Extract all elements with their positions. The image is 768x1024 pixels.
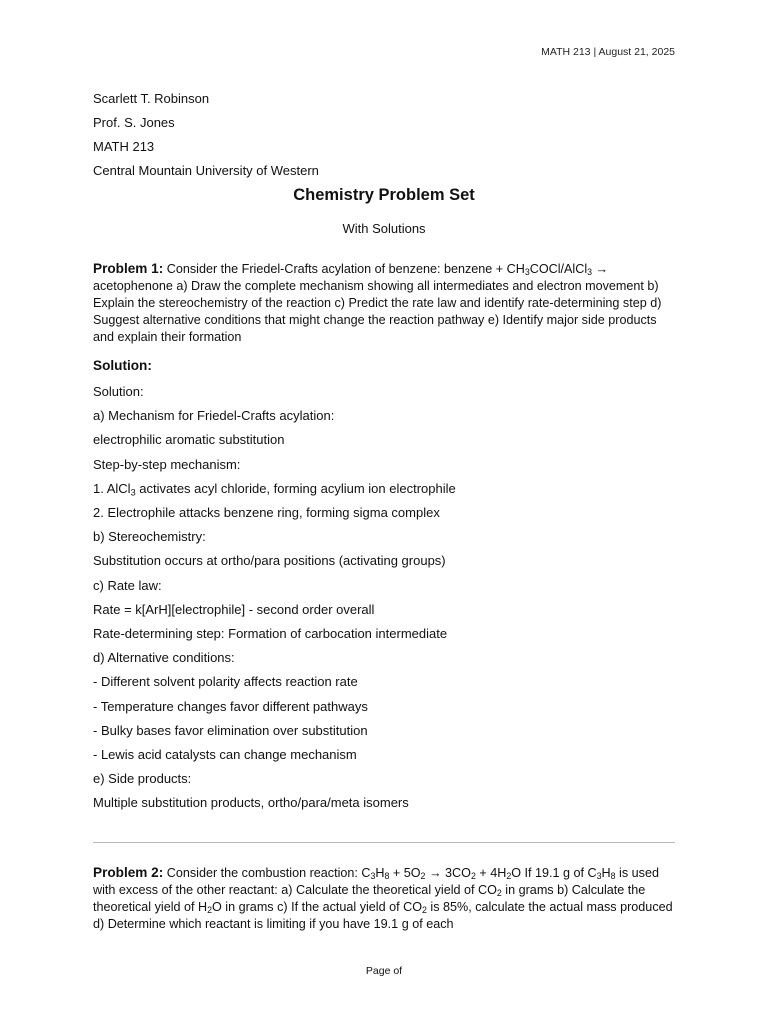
solution-heading: Solution: bbox=[93, 358, 152, 373]
subscript: 3 bbox=[130, 487, 136, 498]
solution-line: - Bulky bases favor elimination over substitution bbox=[93, 722, 368, 738]
problem-2-text: + 5O bbox=[389, 866, 421, 880]
solution-line: b) Stereochemistry: bbox=[93, 529, 206, 545]
subscript: 3 bbox=[587, 267, 593, 278]
problem-2-text: → 3CO bbox=[425, 866, 471, 880]
solution-line: d) Alternative conditions: bbox=[93, 650, 235, 666]
problem-2-text: O in grams c) If the actual yield of CO bbox=[212, 900, 422, 914]
page-footer bbox=[0, 965, 768, 977]
problem-1-text: Consider the Friedel-Crafts acylation of benzene: benzene + CH bbox=[163, 262, 525, 276]
footer-page-label: Page bbox=[365, 965, 391, 977]
solution-line: electrophilic aromatic substitution bbox=[93, 432, 285, 448]
solution-line: Rate = k[ArH][electrophile] - second order overall bbox=[93, 601, 375, 617]
problem-2-text: is 85%, calculate the actual mass produced d) Determine which reactant is limiting if you have 19.1 g of each bbox=[93, 900, 673, 931]
footer-of-label: of bbox=[393, 965, 403, 977]
document-subtitle: With Solutions bbox=[342, 221, 426, 236]
page-header bbox=[541, 46, 675, 58]
problem-2 bbox=[93, 864, 675, 933]
document-meta bbox=[93, 87, 675, 183]
problem-2-text: H bbox=[375, 866, 385, 880]
section-divider bbox=[93, 842, 675, 843]
problem-1 bbox=[93, 260, 675, 346]
problem-1-text: → acetophenone a) Draw the complete mechanism showing all intermediates and electron movement b) Explain the stereochemistry of the reaction c) Predict the rate law and identify rate-determining step d) Suggest alternative conditions that might change the reaction pathway e) Identify major side products and explain their formation bbox=[93, 262, 662, 344]
solution-line: Rate-determining step: Formation of carbocation intermediate bbox=[93, 626, 448, 642]
student-name: Scarlett T. Robinson bbox=[93, 91, 210, 106]
subscript: 2 bbox=[470, 871, 476, 882]
subscript: 2 bbox=[422, 905, 427, 916]
document-title: Chemistry Problem Set bbox=[293, 186, 475, 204]
subscript: 3 bbox=[596, 871, 602, 882]
subscript: 3 bbox=[370, 871, 376, 882]
solution-text: 1. AlCl bbox=[93, 480, 131, 496]
solution-line: Solution: bbox=[93, 384, 144, 399]
problem-1-label: Problem 1: bbox=[93, 261, 164, 276]
subscript: 2 bbox=[420, 871, 426, 882]
subscript: 3 bbox=[524, 267, 530, 278]
problem-2-text: in grams b) Calculate the theoretical yield of H bbox=[93, 883, 646, 914]
problem-2-text: is used with excess of the other reactant: a) Calculate the theoretical yield of CO bbox=[93, 866, 659, 897]
solution-line: c) Rate law: bbox=[93, 577, 162, 593]
subscript: 2 bbox=[496, 888, 502, 899]
solution-line: e) Side products: bbox=[93, 771, 192, 787]
solution-line: 2. Electrophile attacks benzene ring, forming sigma complex bbox=[93, 505, 440, 521]
subscript: 8 bbox=[384, 871, 390, 882]
solution-line: Multiple substitution products, ortho/para/meta isomers bbox=[93, 795, 409, 811]
solution-line: - Lewis acid catalysts can change mechanism bbox=[93, 747, 357, 763]
problem-2-text: H bbox=[601, 866, 611, 880]
header-course: MATH 213 bbox=[541, 46, 591, 58]
header-separator: | bbox=[593, 46, 597, 58]
solution-text: activates acyl chloride, forming acylium ion electrophile bbox=[135, 480, 456, 496]
subscript: 2 bbox=[207, 905, 213, 916]
professor-name: Prof. S. Jones bbox=[93, 115, 175, 130]
solution-line: Step-by-step mechanism: bbox=[93, 456, 241, 472]
course-name: MATH 213 bbox=[93, 139, 155, 154]
problem-2-text: + 4H bbox=[475, 866, 507, 880]
solution-line: Substitution occurs at ortho/para positions (activating groups) bbox=[93, 553, 446, 569]
problem-1-text: COCl/AlCl bbox=[529, 262, 588, 276]
university-name: Central Mountain University of Western bbox=[93, 163, 319, 178]
problem-2-text: Consider the combustion reaction: C bbox=[163, 866, 371, 880]
problem-2-label: Problem 2: bbox=[93, 865, 164, 880]
subscript: 2 bbox=[506, 871, 512, 882]
solution-line: - Temperature changes favor different pathways bbox=[93, 698, 368, 714]
solution-body bbox=[93, 380, 675, 816]
solution-line: a) Mechanism for Friedel-Crafts acylation: bbox=[93, 408, 335, 424]
subscript: 8 bbox=[610, 871, 616, 882]
solution-line: - Different solvent polarity affects reaction rate bbox=[93, 674, 358, 690]
solution-line bbox=[93, 477, 675, 501]
header-date: August 21, 2025 bbox=[598, 46, 675, 58]
problem-2-text: O If 19.1 g of C bbox=[511, 866, 597, 880]
